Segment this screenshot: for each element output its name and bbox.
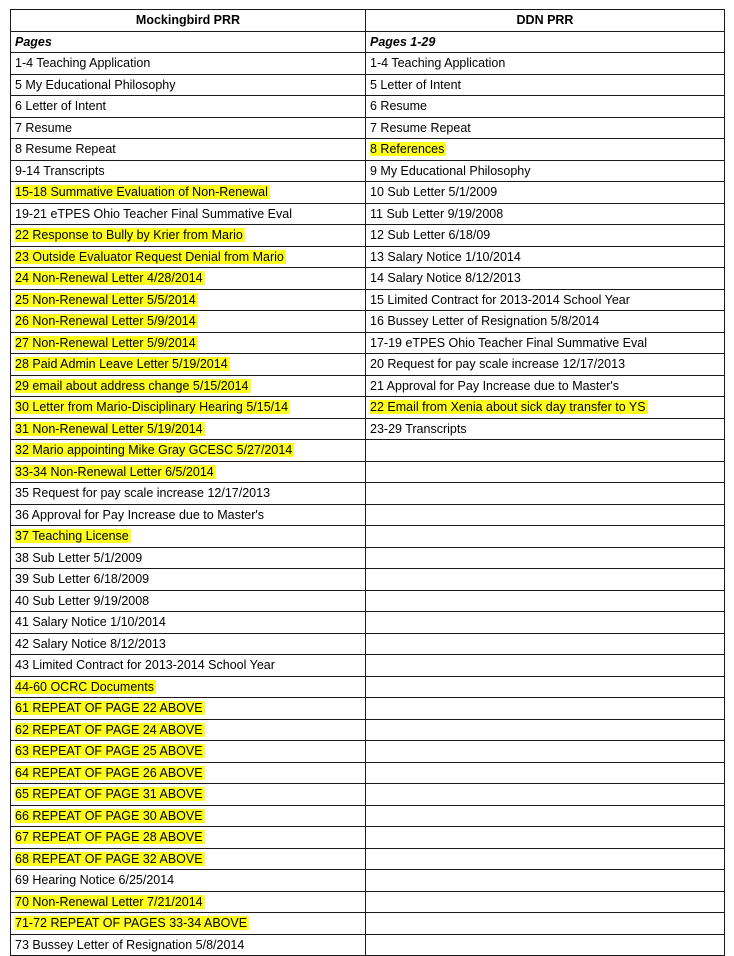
ddn-cell [366, 526, 725, 548]
ddn-cell [366, 461, 725, 483]
mockingbird-cell [11, 913, 366, 935]
table-row [11, 762, 725, 784]
ddn-cell [366, 633, 725, 655]
mockingbird-entry: 61 REPEAT OF PAGE 22 ABOVE [15, 701, 203, 716]
ddn-cell [366, 225, 725, 247]
table-row [11, 203, 725, 225]
ddn-cell [366, 848, 725, 870]
table-row [11, 719, 725, 741]
mockingbird-cell [11, 590, 366, 612]
mockingbird-entry: 28 Paid Admin Leave Letter 5/19/2014 [15, 357, 228, 372]
mockingbird-entry: 67 REPEAT OF PAGE 28 ABOVE [15, 830, 203, 845]
mockingbird-cell [11, 117, 366, 139]
mockingbird-cell [11, 762, 366, 784]
mockingbird-entry: 64 REPEAT OF PAGE 26 ABOVE [15, 765, 203, 780]
mockingbird-cell [11, 418, 366, 440]
mockingbird-entry: 38 Sub Letter 5/1/2009 [15, 550, 143, 565]
mockingbird-cell [11, 289, 366, 311]
mockingbird-entry: 37 Teaching License [15, 529, 129, 544]
table-body [11, 31, 725, 956]
ddn-cell [366, 182, 725, 204]
ddn-cell [366, 289, 725, 311]
table-row [11, 354, 725, 376]
mockingbird-entry: 63 REPEAT OF PAGE 25 ABOVE [15, 744, 203, 759]
mockingbird-entry: 9-14 Transcripts [15, 163, 105, 178]
mockingbird-entry: 36 Approval for Pay Increase due to Master's [15, 507, 265, 522]
ddn-cell [366, 375, 725, 397]
header-row [11, 10, 725, 32]
mockingbird-cell [11, 354, 366, 376]
ddn-cell [366, 913, 725, 935]
table-row [11, 526, 725, 548]
mockingbird-entry: 40 Sub Letter 9/19/2008 [15, 593, 150, 608]
mockingbird-cell [11, 633, 366, 655]
mockingbird-entry: 66 REPEAT OF PAGE 30 ABOVE [15, 808, 203, 823]
table-row [11, 160, 725, 182]
table-row [11, 225, 725, 247]
table-row [11, 440, 725, 462]
ddn-entry: 21 Approval for Pay Increase due to Master's [370, 378, 620, 393]
ddn-cell [366, 397, 725, 419]
ddn-cell [366, 805, 725, 827]
ddn-entry: 13 Salary Notice 1/10/2014 [370, 249, 521, 264]
mockingbird-entry: 5 My Educational Philosophy [15, 77, 176, 92]
mockingbird-cell [11, 461, 366, 483]
ddn-cell [366, 96, 725, 118]
mockingbird-entry: 6 Letter of Intent [15, 99, 107, 114]
mockingbird-entry: 62 REPEAT OF PAGE 24 ABOVE [15, 722, 203, 737]
table-row [11, 96, 725, 118]
column-header-ddn: DDN PRR [366, 10, 725, 32]
ddn-entry: 11 Sub Letter 9/19/2008 [370, 206, 504, 221]
ddn-entry: 16 Bussey Letter of Resignation 5/8/2014 [370, 314, 600, 329]
ddn-cell [366, 676, 725, 698]
mockingbird-cell [11, 784, 366, 806]
mockingbird-entry: 33-34 Non-Renewal Letter 6/5/2014 [15, 464, 214, 479]
ddn-entry: 20 Request for pay scale increase 12/17/2013 [370, 357, 626, 372]
ddn-entry: 9 My Educational Philosophy [370, 163, 531, 178]
table-row [11, 268, 725, 290]
ddn-cell [366, 934, 725, 956]
mockingbird-cell [11, 397, 366, 419]
ddn-cell [366, 762, 725, 784]
mockingbird-entry: 7 Resume [15, 120, 72, 135]
mockingbird-entry: 27 Non-Renewal Letter 5/9/2014 [15, 335, 196, 350]
ddn-cell [366, 891, 725, 913]
table-row [11, 483, 725, 505]
table-row [11, 784, 725, 806]
table-row [11, 74, 725, 96]
subheader-ddn-pages: Pages 1-29 [366, 31, 725, 53]
mockingbird-cell [11, 483, 366, 505]
ddn-entry: 5 Letter of Intent [370, 77, 462, 92]
ddn-entry: 7 Resume Repeat [370, 120, 471, 135]
ddn-entry: 1-4 Teaching Application [370, 56, 506, 71]
mockingbird-entry: 23 Outside Evaluator Request Denial from Mario [15, 249, 284, 264]
mockingbird-cell [11, 246, 366, 268]
ddn-cell [366, 612, 725, 634]
ddn-entry: 17-19 eTPES Ohio Teacher Final Summative Eval [370, 335, 647, 350]
mockingbird-entry: 68 REPEAT OF PAGE 32 ABOVE [15, 851, 203, 866]
mockingbird-entry: 44-60 OCRC Documents [15, 679, 154, 694]
mockingbird-entry: 65 REPEAT OF PAGE 31 ABOVE [15, 787, 203, 802]
mockingbird-entry: 8 Resume Repeat [15, 142, 116, 157]
mockingbird-cell [11, 440, 366, 462]
mockingbird-cell [11, 96, 366, 118]
table-row [11, 182, 725, 204]
ddn-cell [366, 53, 725, 75]
ddn-cell [366, 268, 725, 290]
mockingbird-cell [11, 160, 366, 182]
ddn-cell [366, 139, 725, 161]
table-row [11, 375, 725, 397]
mockingbird-entry: 43 Limited Contract for 2013-2014 School Year [15, 658, 275, 673]
mockingbird-cell [11, 891, 366, 913]
table-row [11, 870, 725, 892]
ddn-cell [366, 719, 725, 741]
table-row [11, 53, 725, 75]
table-row [11, 633, 725, 655]
mockingbird-entry: 41 Salary Notice 1/10/2014 [15, 615, 166, 630]
table-row [11, 891, 725, 913]
table-row [11, 504, 725, 526]
mockingbird-cell [11, 375, 366, 397]
table-row [11, 547, 725, 569]
table-row [11, 397, 725, 419]
mockingbird-cell [11, 612, 366, 634]
table-row [11, 139, 725, 161]
ddn-cell [366, 246, 725, 268]
table-row [11, 289, 725, 311]
table-row [11, 827, 725, 849]
mockingbird-cell [11, 268, 366, 290]
mockingbird-entry: 22 Response to Bully by Krier from Mario [15, 228, 243, 243]
mockingbird-cell [11, 676, 366, 698]
mockingbird-cell [11, 569, 366, 591]
mockingbird-cell [11, 203, 366, 225]
mockingbird-entry: 32 Mario appointing Mike Gray GCESC 5/27/2014 [15, 443, 293, 458]
ddn-cell [366, 160, 725, 182]
mockingbird-entry: 29 email about address change 5/15/2014 [15, 378, 249, 393]
mockingbird-cell [11, 934, 366, 956]
mockingbird-cell [11, 332, 366, 354]
prr-comparison-table [10, 9, 725, 956]
mockingbird-entry: 1-4 Teaching Application [15, 56, 151, 71]
ddn-cell [366, 311, 725, 333]
mockingbird-cell [11, 182, 366, 204]
mockingbird-cell [11, 53, 366, 75]
mockingbird-cell [11, 504, 366, 526]
mockingbird-entry: 25 Non-Renewal Letter 5/5/2014 [15, 292, 196, 307]
mockingbird-entry: 70 Non-Renewal Letter 7/21/2014 [15, 894, 203, 909]
table-row [11, 569, 725, 591]
ddn-cell [366, 332, 725, 354]
ddn-cell [366, 117, 725, 139]
ddn-cell [366, 354, 725, 376]
ddn-cell [366, 504, 725, 526]
mockingbird-cell [11, 827, 366, 849]
mockingbird-entry: 19-21 eTPES Ohio Teacher Final Summative Eval [15, 206, 292, 221]
ddn-cell [366, 698, 725, 720]
table-row [11, 332, 725, 354]
ddn-cell [366, 590, 725, 612]
mockingbird-cell [11, 547, 366, 569]
table-row [11, 805, 725, 827]
subheader-row [11, 31, 725, 53]
table-row [11, 913, 725, 935]
mockingbird-cell [11, 870, 366, 892]
ddn-cell [366, 784, 725, 806]
ddn-entry: 6 Resume [370, 99, 427, 114]
mockingbird-cell [11, 805, 366, 827]
table-row [11, 848, 725, 870]
ddn-cell [366, 655, 725, 677]
table-row [11, 246, 725, 268]
mockingbird-cell [11, 655, 366, 677]
column-header-mockingbird: Mockingbird PRR [11, 10, 366, 32]
table-row [11, 590, 725, 612]
mockingbird-cell [11, 74, 366, 96]
mockingbird-entry: 31 Non-Renewal Letter 5/19/2014 [15, 421, 203, 436]
mockingbird-cell [11, 311, 366, 333]
mockingbird-entry: 71-72 REPEAT OF PAGES 33-34 ABOVE [15, 916, 248, 931]
mockingbird-cell [11, 848, 366, 870]
table-row [11, 311, 725, 333]
mockingbird-cell [11, 698, 366, 720]
ddn-cell [366, 547, 725, 569]
table-row [11, 741, 725, 763]
mockingbird-entry: 39 Sub Letter 6/18/2009 [15, 572, 150, 587]
ddn-cell [366, 827, 725, 849]
mockingbird-entry: 26 Non-Renewal Letter 5/9/2014 [15, 314, 196, 329]
ddn-entry: 12 Sub Letter 6/18/09 [370, 228, 491, 243]
subheader-mockingbird-pages: Pages [11, 31, 366, 53]
ddn-cell [366, 418, 725, 440]
mockingbird-cell [11, 526, 366, 548]
ddn-cell [366, 741, 725, 763]
mockingbird-cell [11, 719, 366, 741]
ddn-entry: 15 Limited Contract for 2013-2014 School Year [370, 292, 630, 307]
ddn-entry: 22 Email from Xenia about sick day transfer to YS [370, 400, 646, 415]
ddn-entry: 14 Salary Notice 8/12/2013 [370, 271, 521, 286]
mockingbird-cell [11, 741, 366, 763]
mockingbird-entry: 73 Bussey Letter of Resignation 5/8/2014 [15, 937, 245, 952]
table-row [11, 698, 725, 720]
mockingbird-entry: 15-18 Summative Evaluation of Non-Renewal [15, 185, 268, 200]
table-row [11, 655, 725, 677]
table-row [11, 612, 725, 634]
mockingbird-cell [11, 139, 366, 161]
ddn-cell [366, 203, 725, 225]
ddn-entry: 8 References [370, 142, 445, 157]
table-row [11, 676, 725, 698]
mockingbird-cell [11, 225, 366, 247]
mockingbird-entry: 42 Salary Notice 8/12/2013 [15, 636, 166, 651]
mockingbird-entry: 69 Hearing Notice 6/25/2014 [15, 873, 175, 888]
mockingbird-entry: 30 Letter from Mario-Disciplinary Hearing 5/15/14 [15, 400, 289, 415]
ddn-entry: 23-29 Transcripts [370, 421, 467, 436]
table-row [11, 117, 725, 139]
mockingbird-entry: 35 Request for pay scale increase 12/17/2013 [15, 486, 271, 501]
ddn-entry: 10 Sub Letter 5/1/2009 [370, 185, 498, 200]
table-row [11, 934, 725, 956]
mockingbird-entry: 24 Non-Renewal Letter 4/28/2014 [15, 271, 203, 286]
ddn-cell [366, 569, 725, 591]
ddn-cell [366, 74, 725, 96]
ddn-cell [366, 483, 725, 505]
table-row [11, 461, 725, 483]
ddn-cell [366, 870, 725, 892]
ddn-cell [366, 440, 725, 462]
table-row [11, 418, 725, 440]
